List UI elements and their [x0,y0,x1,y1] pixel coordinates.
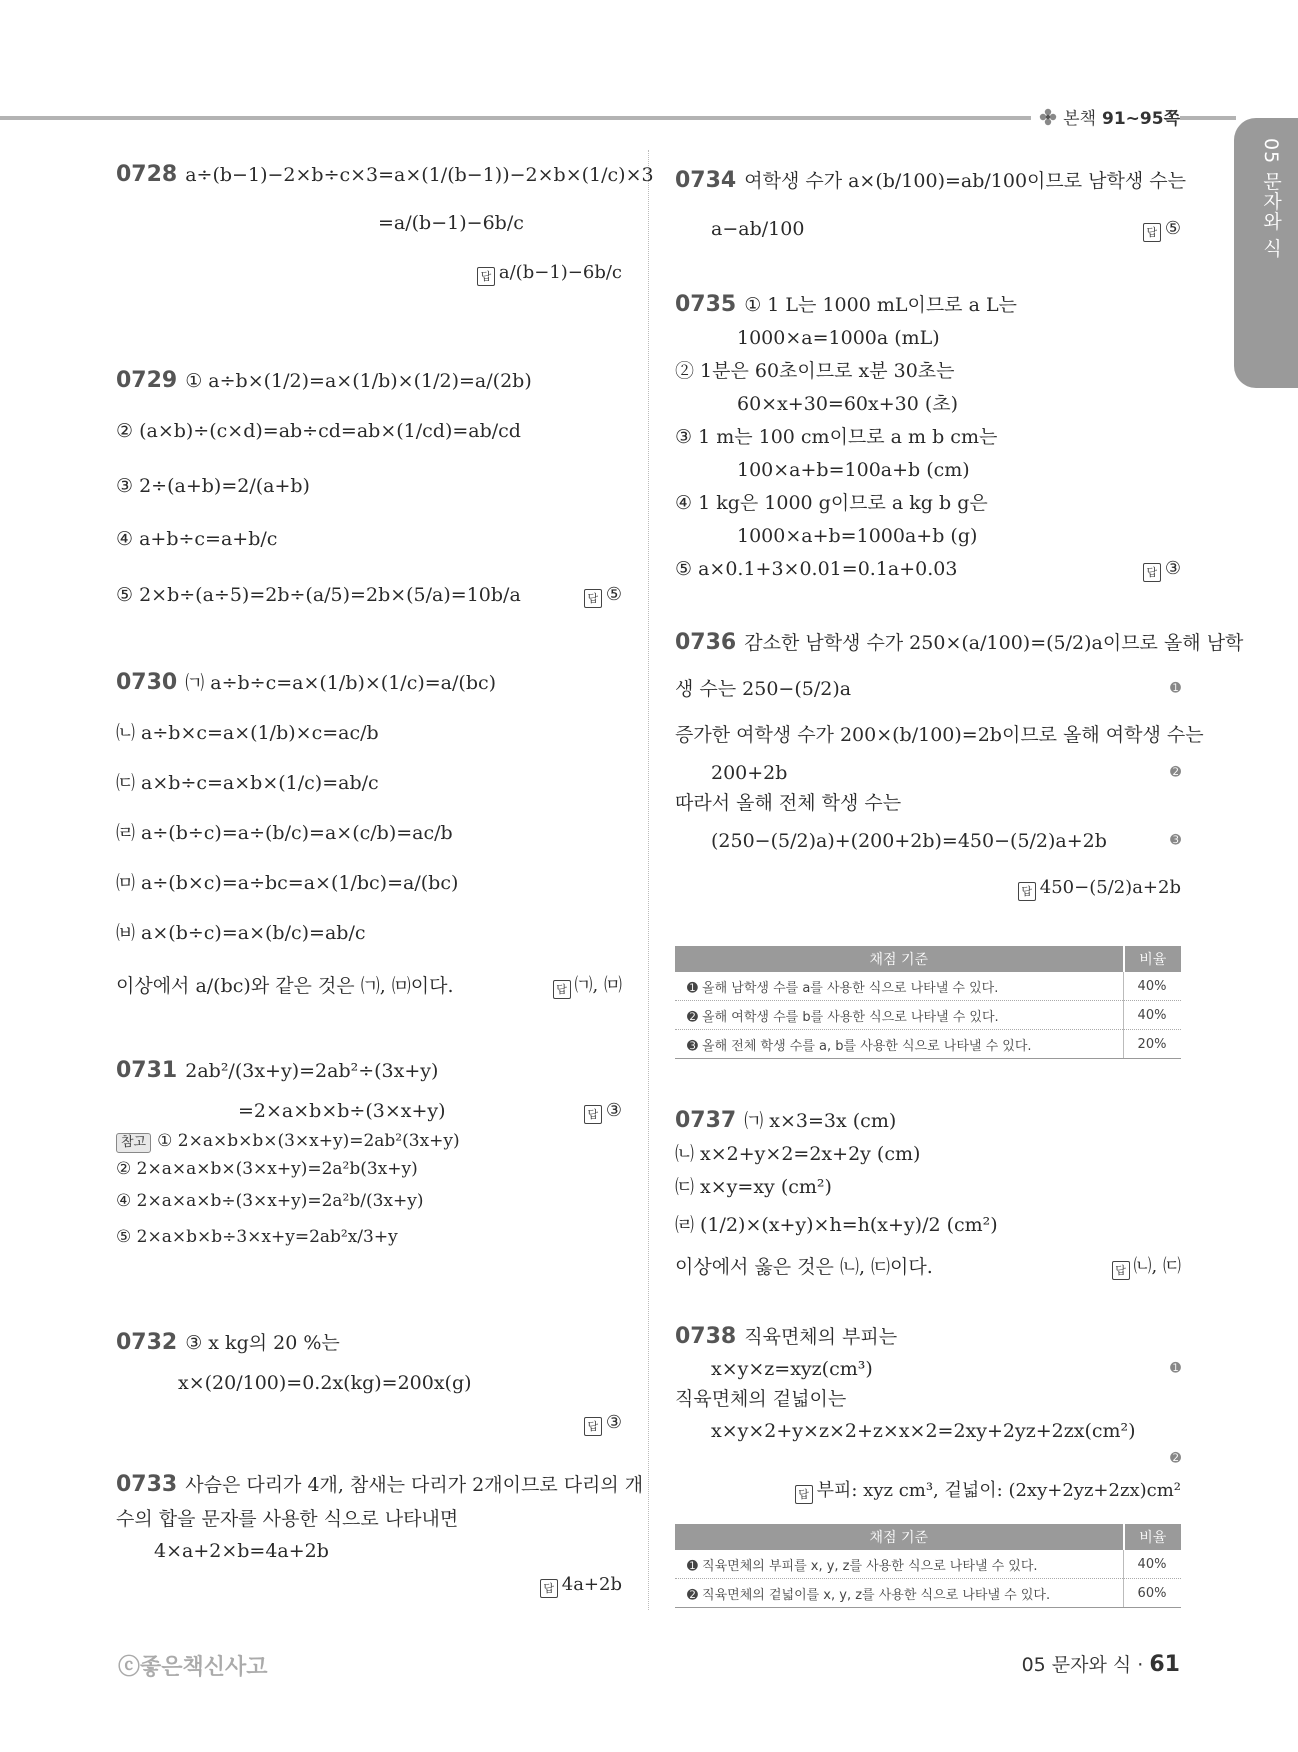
answer [1143,556,1181,582]
answer [477,260,622,286]
solution-line: ② 1분은 60초이므로 x분 30초는 [675,360,955,382]
answer-value: ⑤ [605,584,622,605]
answer [540,1572,622,1598]
solution-line: 60×x+30=60x+30 (초) [737,393,959,415]
solution-line: ㈁ x×2+y×2=2x+2y (cm) [675,1143,921,1165]
answer-icon: 답 [1143,223,1161,242]
solution-line: (250−(5/2)a)+(200+2b)=450−(5/2)a+2b [711,830,1107,852]
solution-line: ① 1 L는 1000 mL이므로 a L는 [744,294,1017,316]
grading-criteria-table [675,1524,1181,1608]
solution-line: ⑤ 2×b÷(a÷5)=2b÷(a/5)=2b×(5/a)=10b/a [116,584,521,606]
problem-number: 0734 [675,168,737,193]
problem-number: 0738 [675,1324,737,1349]
answer [553,973,622,999]
table-row [675,1550,1181,1579]
step-marker: ➋ [1170,765,1181,780]
column-header: 채점 기준 [675,946,1124,972]
criterion-ratio: 40% [1124,1550,1182,1579]
solution-line: 여학생 수가 a×(b/100)=ab/100이므로 남학생 수는 [744,170,1186,192]
problem-0732 [116,1330,622,1440]
problem-0734 [675,168,1186,248]
step-marker: ➌ [1170,833,1181,848]
answer [1018,875,1181,901]
solution-line: 이상에서 a/(bc)와 같은 것은 ㈀, ㈄이다. [116,975,454,997]
criterion-ratio: 40% [1124,972,1182,1001]
note-line: ⑤ 2×a×b×b÷3×x+y=2ab²x/3+y [116,1227,398,1247]
problem-0728 [116,160,654,310]
answer-value: ③ [605,1100,622,1121]
answer-icon: 답 [1018,882,1036,901]
note-line: ② 2×a×a×b×(3×x+y)=2a²b(3x+y) [116,1159,418,1179]
answer-value: ⑤ [1164,218,1181,239]
solution-line: ㈂ a×b÷c=a×b×(1/c)=ab/c [116,772,379,794]
note-tag: 참고 [116,1133,151,1153]
solution-line: 직육면체의 부피는 [744,1326,898,1348]
problem-number: 0737 [675,1108,737,1133]
answer-icon: 답 [477,267,495,286]
criterion-text: ➋ 올해 여학생 수를 b를 사용한 식으로 나타낼 수 있다. [675,1001,1124,1030]
solution-line: 이상에서 옳은 것은 ㈁, ㈂이다. [675,1256,933,1278]
page-reference [1031,104,1180,129]
answer-icon: 답 [584,589,602,608]
solution-line: 4×a+2×b=4a+2b [154,1540,329,1562]
solution-line: ③ 2÷(a+b)=2/(a+b) [116,475,310,497]
solution-line: ㈅ a×(b÷c)=a×(b/c)=ab/c [116,922,366,944]
grading-criteria-table [675,946,1181,1059]
solution-line: 100×a+b=100a+b (cm) [737,459,970,481]
solution-line: ③ x kg의 20 %는 [185,1332,340,1354]
solution-line: x×y×z=xyz(cm³) [711,1358,873,1380]
problem-0730 [116,670,622,1010]
solution-line: ② (a×b)÷(c×d)=ab÷cd=ab×(1/cd)=ab/cd [116,420,521,442]
criterion-ratio: 20% [1124,1030,1182,1059]
problem-number: 0735 [675,292,737,317]
criterion-text: ➌ 올해 전체 학생 수를 a, b를 사용한 식으로 나타낼 수 있다. [675,1030,1124,1059]
problem-number: 0731 [116,1058,178,1083]
answer-icon: 답 [584,1105,602,1124]
solution-line: ④ a+b÷c=a+b/c [116,528,278,550]
problem-0733 [116,1472,644,1612]
answer-icon: 답 [1112,1261,1130,1280]
note-line: ④ 2×a×a×b÷(3×x+y)=2a²b/(3x+y) [116,1191,424,1211]
answer [584,1098,622,1124]
answer-icon: 답 [795,1485,813,1504]
solution-line: ㈁ a÷b×c=a×(1/b)×c=ac/b [116,722,379,744]
step-marker: ➊ [1170,1361,1181,1376]
problem-0736 [675,630,1244,950]
problem-0737 [675,1108,1181,1288]
problem-0735 [675,292,1181,580]
step-marker: ➊ [1170,681,1181,696]
solution-line: ㈂ x×y=xy (cm²) [675,1176,832,1198]
column-header: 비율 [1124,946,1182,972]
criterion-text: ➋ 직육면체의 겉넓이를 x, y, z를 사용한 식으로 나타낼 수 있다. [675,1579,1124,1608]
column-header: 비율 [1124,1524,1182,1550]
answer-value: 부피: xyz cm³, 겉넓이: (2xy+2yz+2zx)cm² [816,1480,1181,1501]
solution-line: a÷(b−1)−2×b÷c×3=a×(1/(b−1))−2×b×(1/c)×3 [185,164,654,186]
solution-line: ③ 1 m는 100 cm이므로 a m b cm는 [675,426,998,448]
book-pages: 91~95쪽 [1102,109,1180,129]
column-header: 채점 기준 [675,1524,1124,1550]
problem-number: 0730 [116,670,178,695]
solution-line: x×y×2+y×z×2+z×x×2=2xy+2yz+2zx(cm²) [711,1420,1136,1442]
solution-line: 감소한 남학생 수가 250×(a/100)=(5/2)a이므로 올해 남학 [744,632,1244,654]
problem-0729 [116,368,622,628]
solution-line: ④ 1 kg은 1000 g이므로 a kg b g은 [675,492,988,514]
answer-value: 450−(5/2)a+2b [1039,877,1181,898]
chapter-tab-label: 05 문자와 식 [1260,138,1282,259]
book-ref-label: 본책 [1063,109,1097,129]
column-divider [648,150,649,1610]
footer-chapter: 05 문자와 식 · [1021,1654,1144,1676]
solution-line: 따라서 올해 전체 학생 수는 [675,792,902,814]
solution-line: ① a÷b×(1/2)=a×(1/b)×(1/2)=a/(2b) [185,370,532,392]
solution-line: x×(20/100)=0.2x(kg)=200x(g) [178,1372,472,1394]
solution-line: ㈄ a÷(b×c)=a÷bc=a×(1/bc)=a/(bc) [116,872,459,894]
table-header-row [675,1524,1181,1550]
answer-value: a/(b−1)−6b/c [498,262,622,283]
step-marker: ➋ [1170,1451,1181,1466]
page-footer [1022,1650,1180,1677]
table-header-row [675,946,1181,972]
table-row [675,1030,1181,1059]
criterion-ratio: 60% [1124,1579,1182,1608]
solution-line: 200+2b [711,762,788,784]
flower-icon [1039,108,1057,126]
publisher-logo: ⓒ좋은책신사고 [118,1655,268,1680]
answer [584,582,622,608]
page-number: 61 [1149,1652,1180,1677]
answer-value: ㈁, ㈂ [1133,1256,1181,1277]
solution-line: 1000×a=1000a (mL) [737,327,940,349]
answer-icon: 답 [584,1417,602,1436]
problem-number: 0728 [116,162,178,187]
problem-0738 [675,1324,1181,1524]
problem-number: 0732 [116,1330,178,1355]
answer [795,1478,1181,1504]
answer [1112,1254,1181,1280]
solution-line: =2×a×b×b÷(3×x+y) [238,1100,446,1122]
problem-number: 0736 [675,630,737,655]
note-line: ① 2×a×b×b×(3×x+y)=2ab²(3x+y) [157,1131,460,1151]
criterion-text: ➊ 올해 남학생 수를 a를 사용한 식으로 나타낼 수 있다. [675,972,1124,1001]
solution-line: ⑤ a×0.1+3×0.01=0.1a+0.03 [675,558,958,580]
solution-line: a−ab/100 [711,218,805,240]
problem-number: 0729 [116,368,178,393]
solution-line: ㈀ x×3=3x (cm) [744,1110,897,1132]
solution-line: 2ab²/(3x+y)=2ab²÷(3x+y) [185,1060,439,1082]
answer-icon: 답 [540,1579,558,1598]
table-row [675,972,1181,1001]
answer-value: ③ [1164,558,1181,579]
solution-line: ㈃ (1/2)×(x+y)×h=h(x+y)/2 (cm²) [675,1214,998,1236]
chapter-tab [1234,118,1298,388]
answer [1143,216,1181,242]
answer-value: ③ [605,1412,622,1433]
answer-value: ㈀, ㈄ [574,975,622,996]
answer-value: 4a+2b [561,1574,622,1595]
solution-line: =a/(b−1)−6b/c [378,212,524,234]
solution-line: 1000×a+b=1000a+b (g) [737,525,978,547]
solution-line: 직육면체의 겉넓이는 [675,1388,847,1410]
answer-icon: 답 [1143,563,1161,582]
criterion-text: ➊ 직육면체의 부피를 x, y, z를 사용한 식으로 나타낼 수 있다. [675,1550,1124,1579]
answer [584,1410,622,1436]
problem-number: 0733 [116,1472,178,1497]
answer-icon: 답 [553,980,571,999]
solution-line: 증가한 여학생 수가 200×(b/100)=2b이므로 올해 여학생 수는 [675,724,1204,746]
table-row [675,1579,1181,1608]
solution-line: ㈃ a÷(b÷c)=a÷(b/c)=a×(c/b)=ac/b [116,822,453,844]
solution-line: 사슴은 다리가 4개, 참새는 다리가 2개이므로 다리의 개 [185,1474,644,1496]
solution-line: 생 수는 250−(5/2)a [675,678,852,700]
criterion-ratio: 40% [1124,1001,1182,1030]
solution-line: ㈀ a÷b÷c=a×(1/b)×(1/c)=a/(bc) [185,672,497,694]
table-row [675,1001,1181,1030]
problem-0731 [116,1058,622,1278]
solution-line: 수의 합을 문자를 사용한 식으로 나타내면 [116,1508,459,1530]
